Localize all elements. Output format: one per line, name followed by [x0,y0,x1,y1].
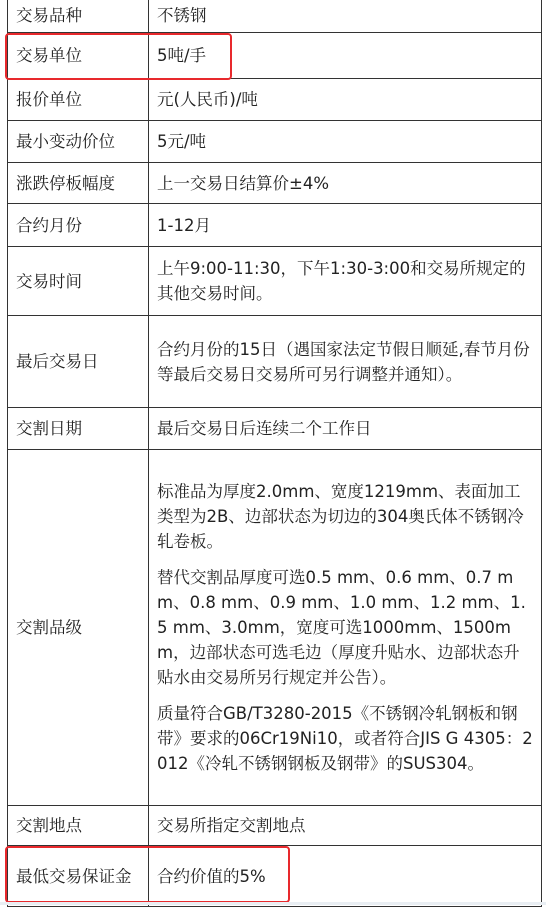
row-label: 最小变动价位 [8,121,149,163]
row-label: 交割日期 [8,408,149,450]
table-row [8,79,542,121]
row-value: 上一交易日结算价±4% [149,163,542,204]
row-label: 交易时间 [8,247,149,316]
row-value: 合约价值的5% [149,846,542,907]
table-row [8,450,542,806]
delivery-grade-paragraph: 质量符合GB/T3280-2015《不锈钢冷轧钢板和钢带》要求的06Cr19Ni10，或者符合JIS G 4305：2012《冷轧不锈钢钢板及钢带》的SUS304。 [157,704,533,773]
row-label: 最低交易保证金 [8,846,149,907]
contract-spec-table [7,0,542,907]
row-value: 最后交易日后连续二个工作日 [149,408,542,450]
row-label: 合约月份 [8,204,149,247]
row-label: 交割品级 [8,450,149,806]
table-row [8,806,542,846]
row-value: 合约月份的15日（遇国家法定节假日顺延,春节月份等最后交易日交易所可另行调整并通知）。 [149,316,542,408]
table-row [8,0,542,33]
delivery-grade-paragraph: 标准品为厚度2.0mm、宽度1219mm、表面加工类型为2B、边部状态为切边的304奥氏体不锈钢冷轧卷板。 [157,482,524,551]
table-row [8,163,542,204]
row-label: 交易单位 [8,33,149,79]
row-value: 元(人民币)/吨 [149,79,542,121]
table-row [8,121,542,163]
row-label: 交割地点 [8,806,149,846]
table-row [8,33,542,79]
row-value: 5吨/手 [149,33,542,79]
row-label: 报价单位 [8,79,149,121]
row-label: 交易品种 [8,0,149,33]
row-label: 最后交易日 [8,316,149,408]
delivery-grade-paragraph: 替代交割品厚度可选0.5 mm、0.6 mm、0.7 mm、0.8 mm、0.9 mm、1.0 mm、1.2 mm、1.5 mm、3.0mm，宽度可选1000mm、1500mm，边部状态可选毛边（厚度升贴水、边部状态升贴水由交易所另行规定并公告）。 [157,568,526,687]
row-value: 不锈钢 [149,0,542,33]
row-value [149,450,542,806]
row-value: 1-12月 [149,204,542,247]
table-row [8,846,542,907]
table-row [8,316,542,408]
table-row [8,408,542,450]
row-value: 上午9:00-11:30，下午1:30-3:00和交易所规定的其他交易时间。 [149,247,542,316]
row-value: 交易所指定交割地点 [149,806,542,846]
row-label: 涨跌停板幅度 [8,163,149,204]
table-row [8,247,542,316]
row-value: 5元/吨 [149,121,542,163]
table-row [8,204,542,247]
